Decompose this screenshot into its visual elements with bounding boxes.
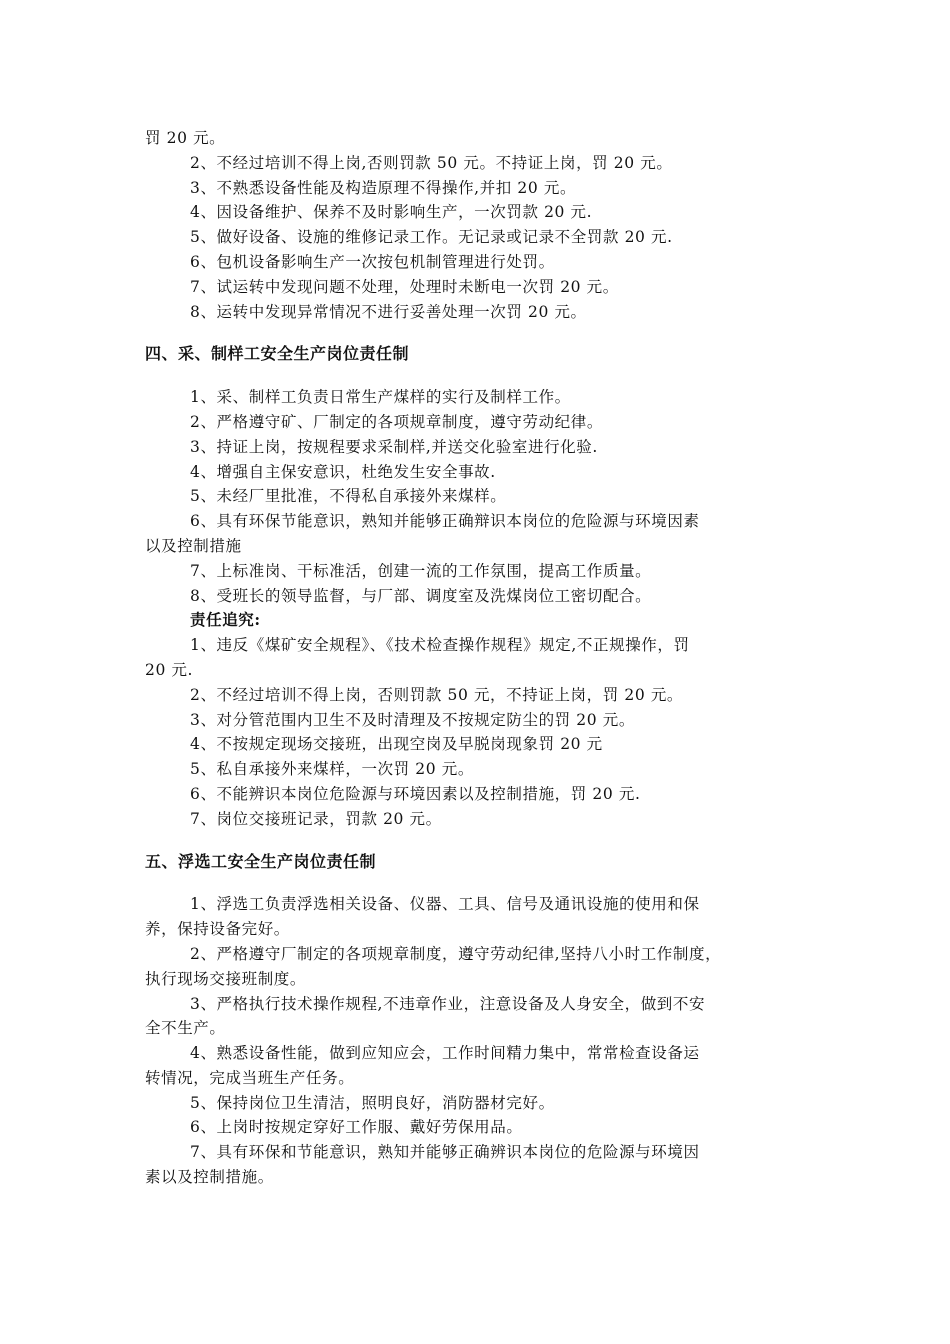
list-item: 1、浮选工负责浮选相关设备、仪器、工具、信号及通讯设施的使用和保 — [190, 895, 700, 914]
list-item: 2、严格遵守厂制定的各项规章制度，遵守劳动纪律,坚持八小时工作制度， — [190, 944, 722, 963]
paragraph-line: 转情况，完成当班生产任务。 — [145, 1068, 355, 1087]
list-item: 7、试运转中发现问题不处理，处理时未断电一次罚 20 元。 — [190, 277, 619, 296]
list-item: 8、受班长的领导监督，与厂部、调度室及洗煤岗位工密切配合。 — [190, 586, 652, 605]
section-heading: 五、浮选工安全生产岗位责任制 — [145, 851, 377, 871]
list-item: 8、运转中发现异常情况不进行妥善处理一次罚 20 元。 — [190, 302, 587, 321]
list-item: 2、严格遵守矿、厂制定的各项规章制度，遵守劳动纪律。 — [190, 412, 603, 431]
list-item: 4、熟悉设备性能，做到应知应会，工作时间精力集中，常常检查设备运 — [190, 1044, 700, 1063]
list-item: 3、持证上岗，按规程要求采制样,并送交化验室进行化验. — [190, 437, 598, 456]
list-item: 5、私自承接外来煤样，一次罚 20 元。 — [190, 760, 474, 779]
section-heading: 四、采、制样工安全生产岗位责任制 — [145, 344, 410, 364]
list-item: 1、采、制样工负责日常生产煤样的实行及制样工作。 — [190, 388, 571, 407]
paragraph-line: 素以及控制措施。 — [145, 1168, 274, 1187]
list-item: 1、违反《煤矿安全规程》、《技术检查操作规程》规定,不正规操作，罚 — [190, 636, 690, 655]
responsibility-heading: 责任追究: — [190, 610, 261, 630]
list-item: 3、对分管范围内卫生不及时清理及不按规定防尘的罚 20 元。 — [190, 710, 635, 729]
list-item: 5、做好设备、设施的维修记录工作。无记录或记录不全罚款 20 元. — [190, 228, 673, 247]
list-item: 4、不按规定现场交接班，出现空岗及早脱岗现象罚 20 元 — [190, 735, 603, 754]
paragraph-line: 20 元. — [145, 660, 194, 679]
list-item: 3、不熟悉设备性能及构造原理不得操作,并扣 20 元。 — [190, 178, 577, 197]
paragraph-line: 全不生产。 — [145, 1019, 226, 1038]
paragraph-line: 养，保持设备完好。 — [145, 920, 290, 939]
list-item: 6、具有环保节能意识，熟知并能够正确辩识本岗位的危险源与环境因素 — [190, 512, 700, 531]
paragraph-line: 以及控制措施 — [145, 536, 242, 555]
paragraph-line: 执行现场交接班制度。 — [145, 969, 307, 988]
list-item: 4、增强自主保安意识，杜绝发生安全事故. — [190, 462, 496, 481]
list-item: 6、不能辨识本岗位危险源与环境因素以及控制措施，罚 20 元. — [190, 784, 641, 803]
list-item: 6、包机设备影响生产一次按包机制管理进行处罚。 — [190, 252, 555, 271]
list-item: 4、因设备维护、保养不及时影响生产，一次罚款 20 元. — [190, 203, 593, 222]
list-item: 2、不经过培训不得上岗，否则罚款 50 元，不持证上岗，罚 20 元。 — [190, 685, 684, 704]
list-item: 7、上标准岗、干标准活，创建一流的工作氛围，提高工作质量。 — [190, 561, 652, 580]
list-item: 3、严格执行技术操作规程,不违章作业，注意设备及人身安全，做到不安 — [190, 994, 706, 1013]
list-item: 2、不经过培训不得上岗,否则罚款 50 元。不持证上岗，罚 20 元。 — [190, 153, 673, 172]
list-item: 7、岗位交接班记录，罚款 20 元。 — [190, 809, 442, 828]
list-item: 7、具有环保和节能意识，熟知并能够正确辨识本岗位的危险源与环境因 — [190, 1143, 700, 1162]
list-item: 5、未经厂里批准，不得私自承接外来煤样。 — [190, 487, 507, 506]
list-item: 5、保持岗位卫生清洁，照明良好，消防器材完好。 — [190, 1093, 555, 1112]
paragraph-line: 罚 20 元。 — [145, 129, 226, 147]
document-body — [145, 126, 810, 1190]
list-item: 6、上岗时按规定穿好工作服、戴好劳保用品。 — [190, 1118, 523, 1137]
